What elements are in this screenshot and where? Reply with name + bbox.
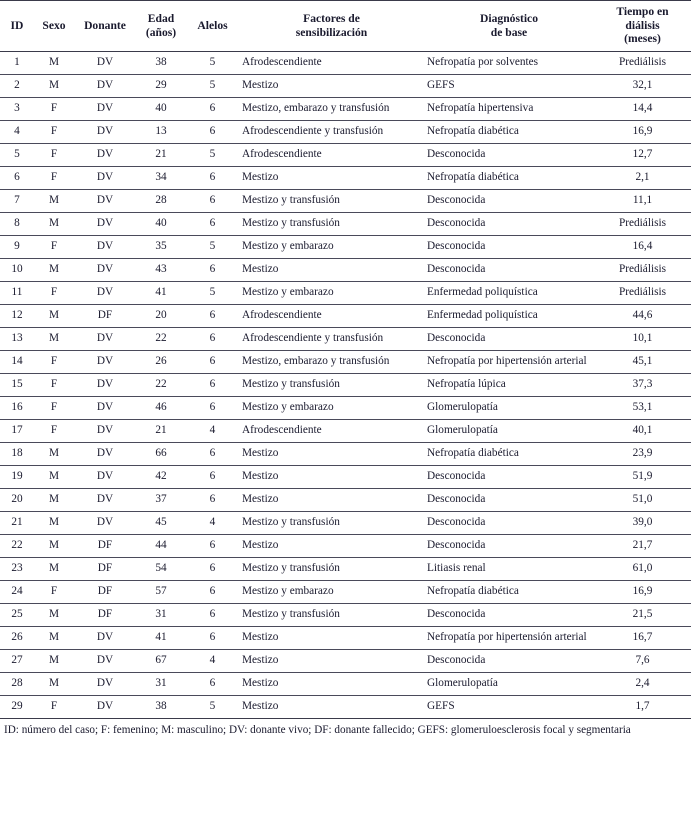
cell-diagnostico: Glomerulopatía	[424, 420, 594, 443]
cell-factores: Mestizo	[239, 627, 424, 650]
cell-tiempo: 51,9	[594, 466, 691, 489]
cell-id: 1	[0, 52, 34, 75]
cell-donante: DF	[74, 305, 136, 328]
table-row	[0, 98, 691, 121]
cell-edad: 22	[136, 328, 186, 351]
column-header-line: Alelos	[197, 18, 228, 32]
table-row	[0, 397, 691, 420]
cell-edad: 35	[136, 236, 186, 259]
cell-alelos: 5	[186, 236, 239, 259]
cell-edad: 38	[136, 52, 186, 75]
cell-tiempo: 40,1	[594, 420, 691, 443]
table-footnote: ID: número del caso; F: femenino; M: masculino; DV: donante vivo; DF: donante fallecido; GEFS: glomeruloesclerosis focal y segmentaria	[4, 724, 631, 737]
cell-donante: DV	[74, 443, 136, 466]
cell-factores: Mestizo	[239, 489, 424, 512]
cell-diagnostico: Desconocida	[424, 259, 594, 282]
table-row	[0, 144, 691, 167]
cell-diagnostico: Nefropatía por solventes	[424, 52, 594, 75]
cell-edad: 38	[136, 696, 186, 719]
column-header-line: (meses)	[624, 32, 661, 46]
cell-alelos: 6	[186, 259, 239, 282]
cell-id: 18	[0, 443, 34, 466]
table-row	[0, 236, 691, 259]
cell-diagnostico: Nefropatía diabética	[424, 581, 594, 604]
cell-factores: Mestizo y transfusión	[239, 604, 424, 627]
cell-tiempo: 53,1	[594, 397, 691, 420]
cell-edad: 67	[136, 650, 186, 673]
column-header-line: Sexo	[42, 18, 66, 32]
cell-diagnostico: Nefropatía por hipertensión arterial	[424, 627, 594, 650]
cell-id: 5	[0, 144, 34, 167]
cell-tiempo: 7,6	[594, 650, 691, 673]
cell-diagnostico: Desconocida	[424, 236, 594, 259]
cell-sexo: M	[34, 558, 74, 581]
cell-edad: 26	[136, 351, 186, 374]
cell-id: 29	[0, 696, 34, 719]
cell-sexo: F	[34, 420, 74, 443]
cell-sexo: M	[34, 52, 74, 75]
cell-edad: 37	[136, 489, 186, 512]
cell-tiempo: 10,1	[594, 328, 691, 351]
cell-id: 12	[0, 305, 34, 328]
cell-id: 11	[0, 282, 34, 305]
cell-sexo: F	[34, 581, 74, 604]
cell-tiempo: 37,3	[594, 374, 691, 397]
cell-sexo: F	[34, 351, 74, 374]
cell-id: 14	[0, 351, 34, 374]
column-header-tiempo	[594, 1, 691, 52]
table-row	[0, 351, 691, 374]
cell-id: 13	[0, 328, 34, 351]
cell-tiempo: Prediálisis	[594, 52, 691, 75]
cell-sexo: M	[34, 673, 74, 696]
column-header-line: de base	[490, 25, 528, 39]
cell-donante: DV	[74, 420, 136, 443]
cell-donante: DV	[74, 696, 136, 719]
cell-diagnostico: Glomerulopatía	[424, 397, 594, 420]
cell-sexo: F	[34, 144, 74, 167]
cell-sexo: M	[34, 489, 74, 512]
cell-donante: DV	[74, 75, 136, 98]
cell-donante: DV	[74, 512, 136, 535]
cell-sexo: F	[34, 98, 74, 121]
cell-edad: 31	[136, 604, 186, 627]
table-row	[0, 121, 691, 144]
table-row	[0, 512, 691, 535]
cell-donante: DF	[74, 558, 136, 581]
cell-id: 3	[0, 98, 34, 121]
table-row	[0, 75, 691, 98]
cell-tiempo: 16,9	[594, 581, 691, 604]
cell-tiempo: 1,7	[594, 696, 691, 719]
cell-factores: Mestizo	[239, 535, 424, 558]
cell-diagnostico: Desconocida	[424, 328, 594, 351]
table-body	[0, 52, 691, 719]
cell-factores: Mestizo y transfusión	[239, 374, 424, 397]
cell-id: 2	[0, 75, 34, 98]
cell-sexo: M	[34, 466, 74, 489]
cell-alelos: 6	[186, 604, 239, 627]
cell-id: 7	[0, 190, 34, 213]
cell-sexo: F	[34, 374, 74, 397]
column-header-line: diálisis	[625, 18, 660, 32]
cell-tiempo: 51,0	[594, 489, 691, 512]
table-row	[0, 374, 691, 397]
cell-factores: Mestizo	[239, 673, 424, 696]
table-row	[0, 581, 691, 604]
column-header-diagnostico	[424, 1, 594, 52]
table-row	[0, 213, 691, 236]
cell-donante: DV	[74, 52, 136, 75]
cell-tiempo: 21,5	[594, 604, 691, 627]
cell-diagnostico: GEFS	[424, 696, 594, 719]
cell-edad: 20	[136, 305, 186, 328]
cell-edad: 29	[136, 75, 186, 98]
cell-tiempo: 32,1	[594, 75, 691, 98]
cell-edad: 42	[136, 466, 186, 489]
cell-sexo: M	[34, 213, 74, 236]
cell-id: 15	[0, 374, 34, 397]
cell-donante: DV	[74, 259, 136, 282]
table-row	[0, 443, 691, 466]
cell-factores: Afrodescendiente	[239, 305, 424, 328]
table-header-row	[0, 1, 691, 52]
table-row	[0, 650, 691, 673]
cell-tiempo: 14,4	[594, 98, 691, 121]
cell-sexo: M	[34, 75, 74, 98]
cell-diagnostico: GEFS	[424, 75, 594, 98]
cell-id: 17	[0, 420, 34, 443]
cell-factores: Mestizo y transfusión	[239, 558, 424, 581]
cell-edad: 41	[136, 627, 186, 650]
cell-diagnostico: Desconocida	[424, 535, 594, 558]
cell-factores: Afrodescendiente	[239, 420, 424, 443]
table-header	[0, 1, 691, 52]
column-header-sexo	[34, 1, 74, 52]
cell-id: 23	[0, 558, 34, 581]
cell-id: 25	[0, 604, 34, 627]
table-row	[0, 673, 691, 696]
cell-edad: 22	[136, 374, 186, 397]
cell-donante: DV	[74, 489, 136, 512]
cell-edad: 43	[136, 259, 186, 282]
cell-donante: DV	[74, 190, 136, 213]
cell-tiempo: 61,0	[594, 558, 691, 581]
cell-factores: Mestizo	[239, 75, 424, 98]
cell-id: 9	[0, 236, 34, 259]
cell-tiempo: 16,4	[594, 236, 691, 259]
table-row	[0, 535, 691, 558]
cell-alelos: 6	[186, 305, 239, 328]
cell-sexo: M	[34, 627, 74, 650]
cell-edad: 45	[136, 512, 186, 535]
cell-edad: 21	[136, 144, 186, 167]
cell-diagnostico: Enfermedad poliquística	[424, 282, 594, 305]
cell-edad: 66	[136, 443, 186, 466]
cell-alelos: 4	[186, 420, 239, 443]
cell-donante: DV	[74, 397, 136, 420]
column-header-line: Tiempo en	[616, 5, 669, 18]
cell-diagnostico: Enfermedad poliquística	[424, 305, 594, 328]
column-header-edad	[136, 1, 186, 52]
cell-alelos: 6	[186, 581, 239, 604]
cell-diagnostico: Desconocida	[424, 489, 594, 512]
cell-tiempo: 16,7	[594, 627, 691, 650]
cell-alelos: 6	[186, 443, 239, 466]
cell-factores: Mestizo	[239, 443, 424, 466]
cell-diagnostico: Nefropatía diabética	[424, 443, 594, 466]
cell-alelos: 6	[186, 466, 239, 489]
column-header-alelos	[186, 1, 239, 52]
cell-sexo: F	[34, 696, 74, 719]
cell-id: 16	[0, 397, 34, 420]
cell-factores: Mestizo	[239, 696, 424, 719]
cell-diagnostico: Desconocida	[424, 144, 594, 167]
cell-donante: DF	[74, 581, 136, 604]
table-row	[0, 259, 691, 282]
cell-alelos: 6	[186, 558, 239, 581]
cell-edad: 44	[136, 535, 186, 558]
cell-alelos: 6	[186, 121, 239, 144]
cell-alelos: 6	[186, 535, 239, 558]
cell-alelos: 5	[186, 696, 239, 719]
table-row	[0, 167, 691, 190]
cell-edad: 54	[136, 558, 186, 581]
column-header-line: Edad	[147, 11, 175, 25]
cell-tiempo: Prediálisis	[594, 259, 691, 282]
cell-alelos: 6	[186, 374, 239, 397]
cell-tiempo: 2,4	[594, 673, 691, 696]
cell-edad: 28	[136, 190, 186, 213]
cell-factores: Mestizo y transfusión	[239, 190, 424, 213]
cell-edad: 57	[136, 581, 186, 604]
cell-donante: DV	[74, 236, 136, 259]
cell-factores: Mestizo y embarazo	[239, 581, 424, 604]
cell-alelos: 4	[186, 512, 239, 535]
cell-donante: DV	[74, 627, 136, 650]
cell-sexo: M	[34, 305, 74, 328]
cell-alelos: 4	[186, 650, 239, 673]
column-header-line: ID	[10, 18, 24, 32]
cell-id: 10	[0, 259, 34, 282]
cell-tiempo: 16,9	[594, 121, 691, 144]
cell-tiempo: 23,9	[594, 443, 691, 466]
table-row	[0, 282, 691, 305]
cell-donante: DF	[74, 535, 136, 558]
cell-diagnostico: Desconocida	[424, 650, 594, 673]
cell-alelos: 6	[186, 627, 239, 650]
cell-edad: 40	[136, 98, 186, 121]
cell-id: 4	[0, 121, 34, 144]
table-row	[0, 305, 691, 328]
column-header-line: sensibilización	[295, 25, 368, 39]
cell-edad: 31	[136, 673, 186, 696]
column-header-line: Donante	[84, 18, 126, 32]
cell-tiempo: 44,6	[594, 305, 691, 328]
column-header-line: (años)	[145, 25, 177, 39]
cell-donante: DV	[74, 144, 136, 167]
cell-alelos: 5	[186, 52, 239, 75]
cell-id: 20	[0, 489, 34, 512]
cell-diagnostico: Desconocida	[424, 512, 594, 535]
cell-sexo: F	[34, 397, 74, 420]
cell-donante: DV	[74, 650, 136, 673]
cell-diagnostico: Nefropatía diabética	[424, 121, 594, 144]
cell-sexo: F	[34, 167, 74, 190]
cell-id: 24	[0, 581, 34, 604]
cell-id: 21	[0, 512, 34, 535]
cell-donante: DV	[74, 213, 136, 236]
cell-id: 8	[0, 213, 34, 236]
cell-diagnostico: Desconocida	[424, 604, 594, 627]
cell-id: 27	[0, 650, 34, 673]
cell-alelos: 6	[186, 328, 239, 351]
cell-id: 19	[0, 466, 34, 489]
table-row	[0, 696, 691, 719]
cell-sexo: F	[34, 121, 74, 144]
cell-edad: 21	[136, 420, 186, 443]
cell-tiempo: 39,0	[594, 512, 691, 535]
cell-sexo: F	[34, 282, 74, 305]
cell-donante: DV	[74, 351, 136, 374]
table-row	[0, 420, 691, 443]
cell-alelos: 5	[186, 75, 239, 98]
cell-donante: DV	[74, 98, 136, 121]
cell-alelos: 5	[186, 282, 239, 305]
cell-alelos: 6	[186, 98, 239, 121]
column-header-factores	[239, 1, 424, 52]
cell-tiempo: Prediálisis	[594, 282, 691, 305]
table-row	[0, 328, 691, 351]
cell-id: 6	[0, 167, 34, 190]
table-row	[0, 466, 691, 489]
column-header-line: Diagnóstico	[480, 11, 538, 25]
cell-factores: Mestizo y embarazo	[239, 236, 424, 259]
table-row	[0, 627, 691, 650]
cell-id: 28	[0, 673, 34, 696]
cell-sexo: F	[34, 236, 74, 259]
cell-donante: DV	[74, 282, 136, 305]
cell-factores: Mestizo y transfusión	[239, 512, 424, 535]
cell-tiempo: 2,1	[594, 167, 691, 190]
cell-sexo: M	[34, 190, 74, 213]
cell-sexo: M	[34, 650, 74, 673]
cell-sexo: M	[34, 512, 74, 535]
cell-tiempo: Prediálisis	[594, 213, 691, 236]
column-header-id	[0, 1, 34, 52]
cell-alelos: 6	[186, 351, 239, 374]
cell-alelos: 6	[186, 167, 239, 190]
cell-alelos: 6	[186, 190, 239, 213]
cell-alelos: 5	[186, 144, 239, 167]
cell-donante: DV	[74, 673, 136, 696]
cell-factores: Mestizo y transfusión	[239, 213, 424, 236]
cell-tiempo: 21,7	[594, 535, 691, 558]
cell-diagnostico: Litiasis renal	[424, 558, 594, 581]
cell-factores: Mestizo y embarazo	[239, 282, 424, 305]
cell-diagnostico: Desconocida	[424, 213, 594, 236]
cell-edad: 34	[136, 167, 186, 190]
table-row	[0, 489, 691, 512]
cell-edad: 40	[136, 213, 186, 236]
cell-alelos: 6	[186, 489, 239, 512]
cell-sexo: M	[34, 604, 74, 627]
cell-donante: DF	[74, 604, 136, 627]
cell-factores: Mestizo y embarazo	[239, 397, 424, 420]
cell-diagnostico: Nefropatía lúpica	[424, 374, 594, 397]
cell-tiempo: 45,1	[594, 351, 691, 374]
cell-id: 26	[0, 627, 34, 650]
cell-sexo: M	[34, 259, 74, 282]
cell-alelos: 6	[186, 397, 239, 420]
cell-factores: Mestizo	[239, 466, 424, 489]
cell-diagnostico: Desconocida	[424, 190, 594, 213]
cell-factores: Mestizo, embarazo y transfusión	[239, 98, 424, 121]
cell-factores: Afrodescendiente	[239, 52, 424, 75]
cell-diagnostico: Nefropatía hipertensiva	[424, 98, 594, 121]
table-row	[0, 604, 691, 627]
cell-factores: Afrodescendiente y transfusión	[239, 121, 424, 144]
cell-donante: DV	[74, 167, 136, 190]
cell-alelos: 6	[186, 673, 239, 696]
cell-factores: Afrodescendiente y transfusión	[239, 328, 424, 351]
table-row	[0, 558, 691, 581]
cell-edad: 13	[136, 121, 186, 144]
cell-factores: Afrodescendiente	[239, 144, 424, 167]
cell-factores: Mestizo	[239, 650, 424, 673]
cell-id: 22	[0, 535, 34, 558]
cell-sexo: M	[34, 535, 74, 558]
column-header-donante	[74, 1, 136, 52]
cell-factores: Mestizo	[239, 259, 424, 282]
table-row	[0, 190, 691, 213]
cell-diagnostico: Nefropatía diabética	[424, 167, 594, 190]
cell-sexo: M	[34, 443, 74, 466]
table-row	[0, 52, 691, 75]
cell-sexo: M	[34, 328, 74, 351]
cell-factores: Mestizo	[239, 167, 424, 190]
cell-alelos: 6	[186, 213, 239, 236]
cell-edad: 46	[136, 397, 186, 420]
cell-tiempo: 11,1	[594, 190, 691, 213]
cell-donante: DV	[74, 328, 136, 351]
cell-tiempo: 12,7	[594, 144, 691, 167]
cell-diagnostico: Glomerulopatía	[424, 673, 594, 696]
cell-donante: DV	[74, 466, 136, 489]
cell-donante: DV	[74, 121, 136, 144]
cell-donante: DV	[74, 374, 136, 397]
cell-factores: Mestizo, embarazo y transfusión	[239, 351, 424, 374]
column-header-line: Factores de	[303, 11, 360, 25]
cell-edad: 41	[136, 282, 186, 305]
cell-diagnostico: Desconocida	[424, 466, 594, 489]
cell-diagnostico: Nefropatía por hipertensión arterial	[424, 351, 594, 374]
